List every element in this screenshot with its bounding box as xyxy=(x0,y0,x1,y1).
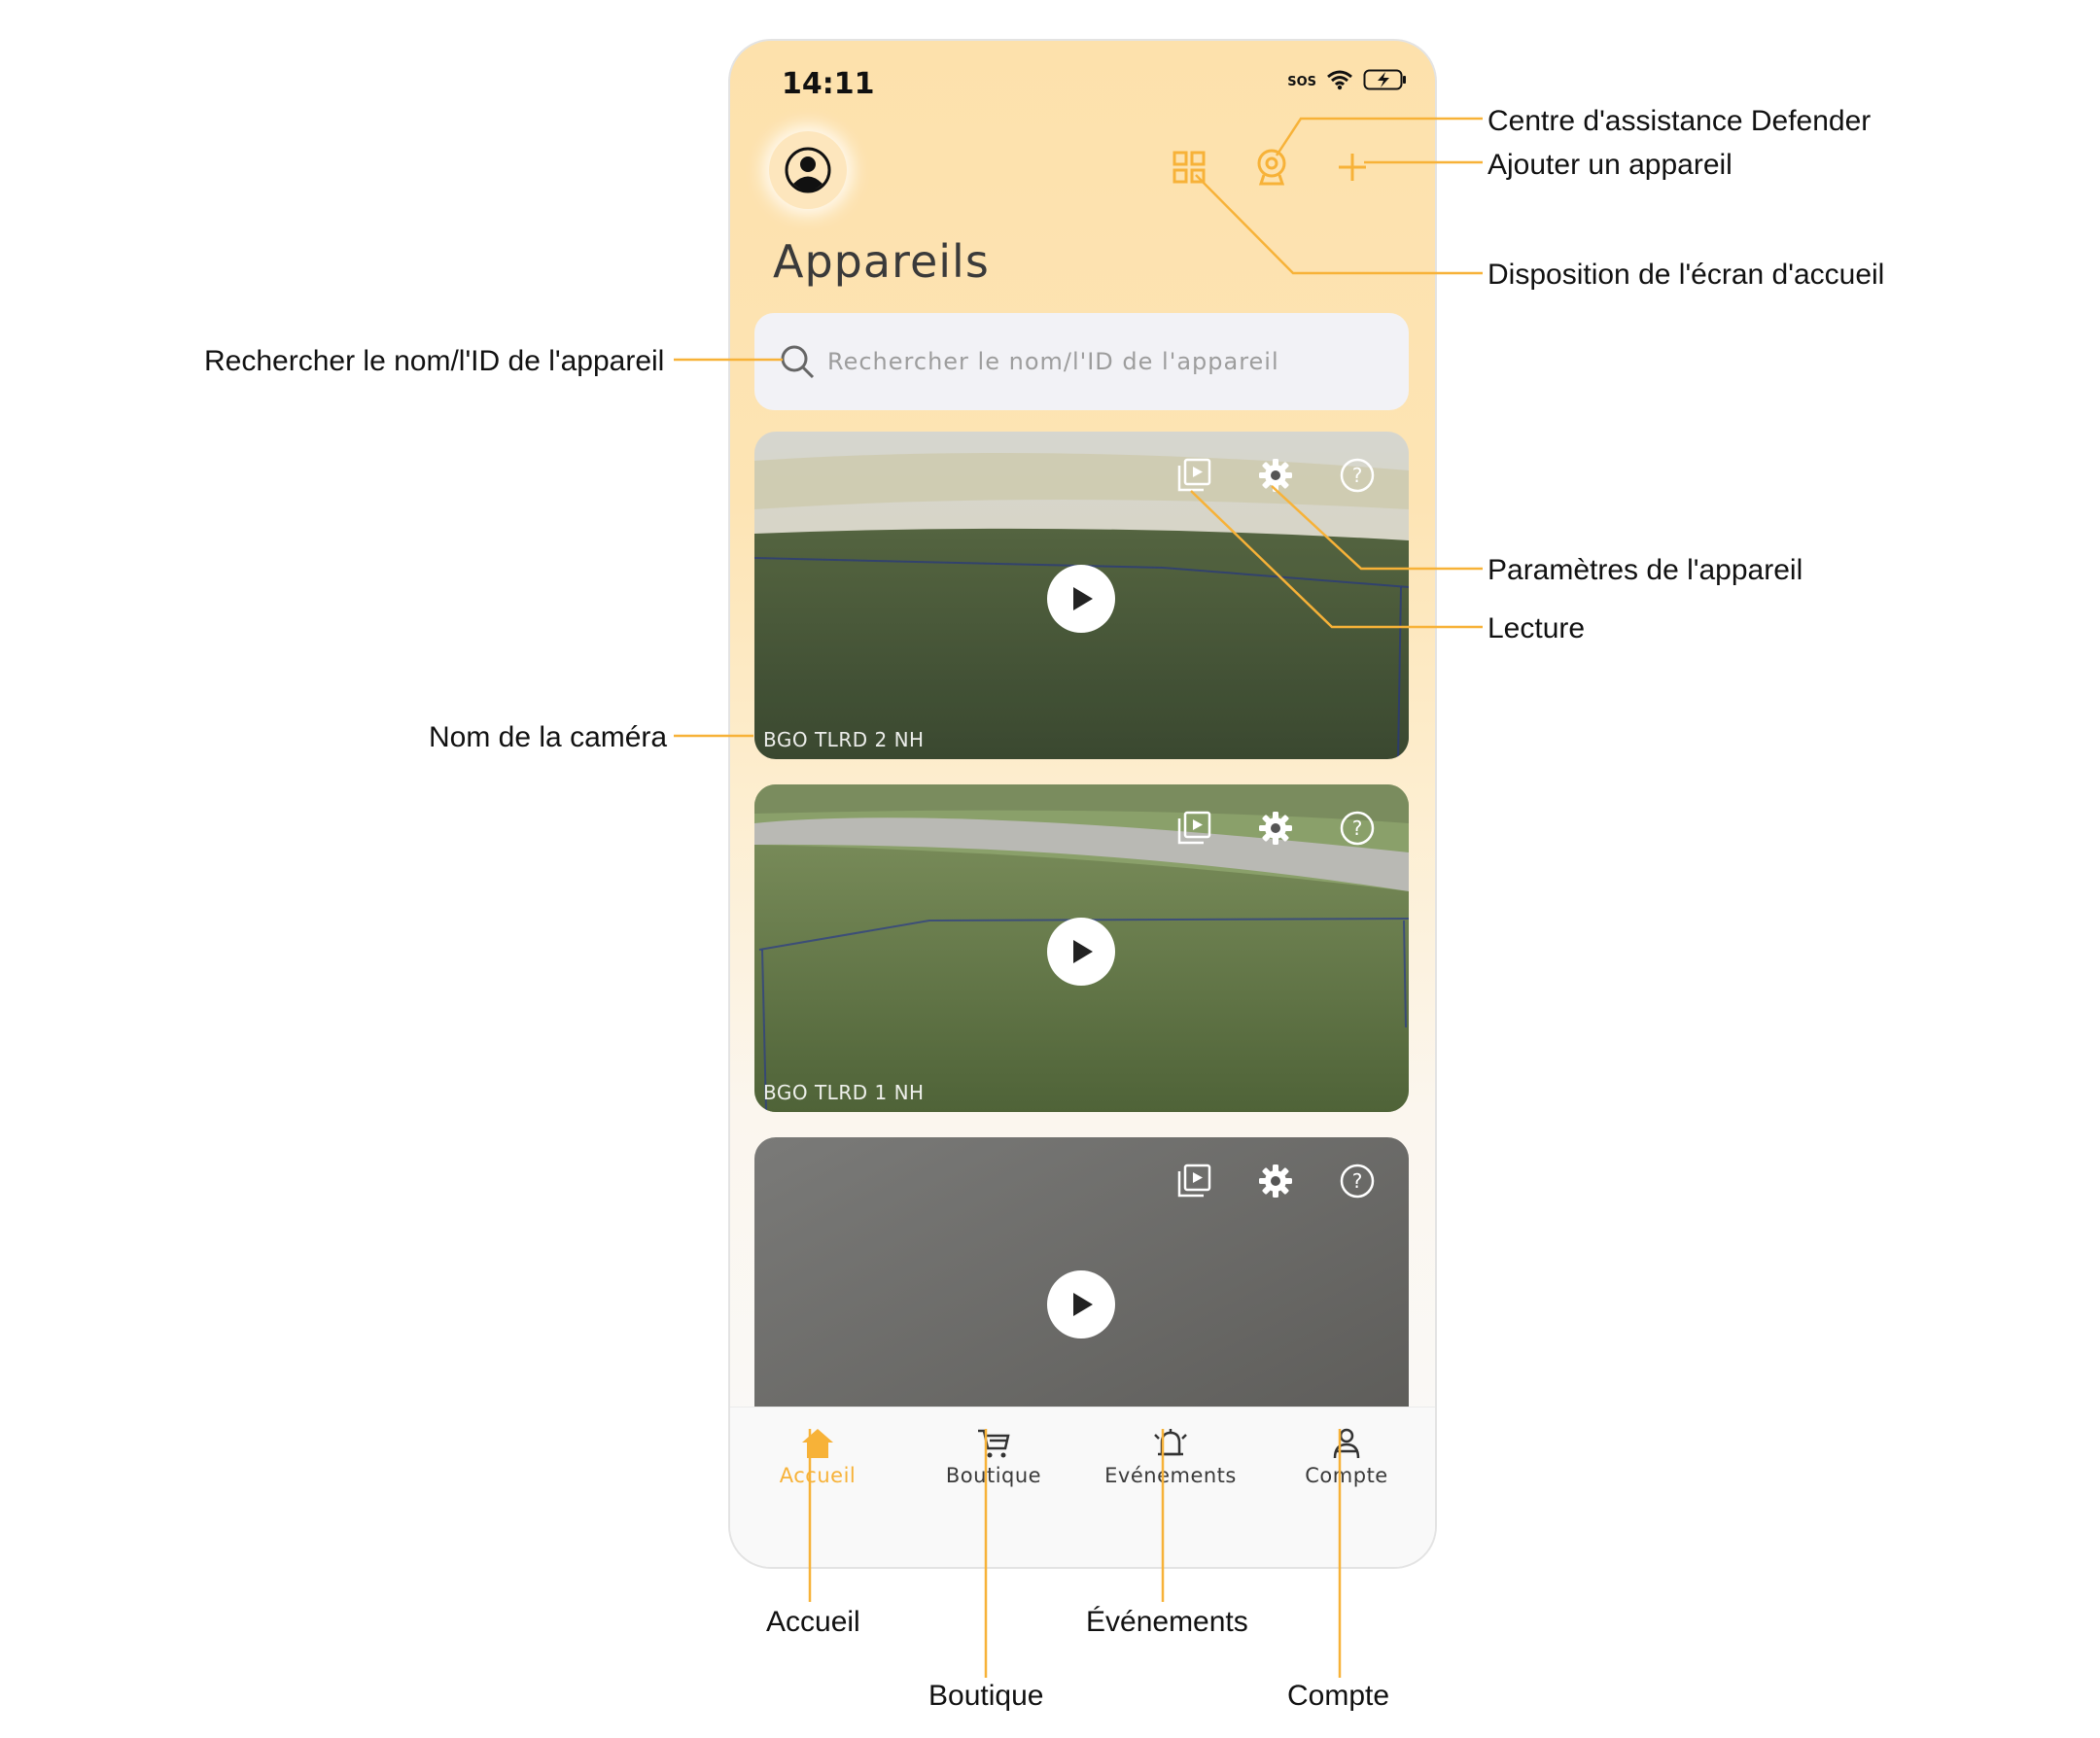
tab-home[interactable] xyxy=(745,1425,891,1487)
support-center-button[interactable] xyxy=(1242,138,1301,196)
wifi-icon xyxy=(1326,69,1353,95)
bottom-tab-bar xyxy=(730,1407,1435,1568)
playback-button[interactable] xyxy=(1173,808,1214,849)
card-actions xyxy=(1173,808,1378,849)
battery-charging-icon xyxy=(1363,68,1408,96)
tab-label: Boutique xyxy=(945,1464,1042,1487)
play-button[interactable] xyxy=(1047,565,1115,633)
user-avatar-icon xyxy=(784,146,832,194)
help-circle-icon xyxy=(1339,1163,1376,1199)
play-button[interactable] xyxy=(1047,1270,1115,1338)
play-icon xyxy=(1067,584,1096,613)
card-actions xyxy=(1173,1161,1378,1201)
gear-icon xyxy=(1257,457,1294,494)
search-placeholder: Rechercher le nom/l'ID de l'appareil xyxy=(827,348,1279,375)
annotation-tab-events: Événements xyxy=(1086,1606,1248,1638)
cart-icon xyxy=(921,1425,1067,1460)
annotation-tab-account: Compte xyxy=(1287,1680,1390,1712)
tab-label: Accueil xyxy=(779,1464,857,1487)
svg-text:?: ? xyxy=(1351,817,1363,840)
gear-icon xyxy=(1257,810,1294,847)
help-button[interactable] xyxy=(1337,455,1378,496)
tab-events[interactable] xyxy=(1098,1425,1243,1487)
user-avatar-button[interactable] xyxy=(769,131,847,209)
annotation-device-settings: Paramètres de l'appareil xyxy=(1488,554,1803,586)
page-title: Appareils xyxy=(773,235,990,288)
play-icon xyxy=(1067,1290,1096,1319)
annotation-camera-name: Nom de la caméra xyxy=(429,721,668,753)
status-time: 14:11 xyxy=(782,67,875,101)
help-circle-icon xyxy=(1339,457,1376,494)
status-icons xyxy=(1287,68,1408,96)
annotation-tab-home: Accueil xyxy=(766,1606,860,1638)
svg-text:?: ? xyxy=(1351,464,1363,487)
playback-icon xyxy=(1175,810,1212,847)
grid-layout-icon xyxy=(1172,150,1207,185)
device-card[interactable] xyxy=(754,432,1409,759)
help-button[interactable] xyxy=(1337,808,1378,849)
annotation-playback: Lecture xyxy=(1488,612,1586,644)
help-circle-icon xyxy=(1339,810,1376,847)
search-input[interactable] xyxy=(754,313,1409,410)
device-card[interactable] xyxy=(754,784,1409,1112)
search-icon xyxy=(779,343,816,380)
gear-icon xyxy=(1257,1163,1294,1199)
camera-name: BGO TLRD 2 NH xyxy=(763,728,925,751)
annotation-search: Rechercher le nom/l'ID de l'appareil xyxy=(204,345,665,377)
playback-button[interactable] xyxy=(1173,455,1214,496)
camera-name: BGO TLRD 1 NH xyxy=(763,1081,925,1104)
layout-button[interactable] xyxy=(1160,138,1218,196)
sos-indicator: SOS xyxy=(1287,75,1316,89)
play-icon xyxy=(1067,937,1096,966)
play-button[interactable] xyxy=(1047,918,1115,986)
help-button[interactable] xyxy=(1337,1161,1378,1201)
phone-screen xyxy=(728,39,1437,1569)
tab-label: Evénements xyxy=(1104,1464,1237,1487)
home-icon xyxy=(745,1425,891,1460)
card-actions xyxy=(1173,455,1378,496)
annotation-tab-shop: Boutique xyxy=(928,1680,1044,1712)
tab-shop[interactable] xyxy=(921,1425,1067,1487)
device-settings-button[interactable] xyxy=(1255,1161,1296,1201)
playback-button[interactable] xyxy=(1173,1161,1214,1201)
annotation-layout: Disposition de l'écran d'accueil xyxy=(1488,259,1885,291)
tab-label: Compte xyxy=(1305,1464,1388,1487)
annotation-support: Centre d'assistance Defender xyxy=(1488,105,1872,137)
annotation-add-device: Ajouter un appareil xyxy=(1488,149,1732,181)
plus-icon xyxy=(1336,151,1369,184)
alarm-bell-icon xyxy=(1098,1425,1243,1460)
tab-account[interactable] xyxy=(1274,1425,1419,1487)
svg-text:?: ? xyxy=(1351,1169,1363,1193)
device-settings-button[interactable] xyxy=(1255,455,1296,496)
device-settings-button[interactable] xyxy=(1255,808,1296,849)
webcam-icon xyxy=(1254,148,1289,187)
person-icon xyxy=(1274,1425,1419,1460)
playback-icon xyxy=(1175,457,1212,494)
add-device-button[interactable] xyxy=(1323,138,1382,196)
playback-icon xyxy=(1175,1163,1212,1199)
